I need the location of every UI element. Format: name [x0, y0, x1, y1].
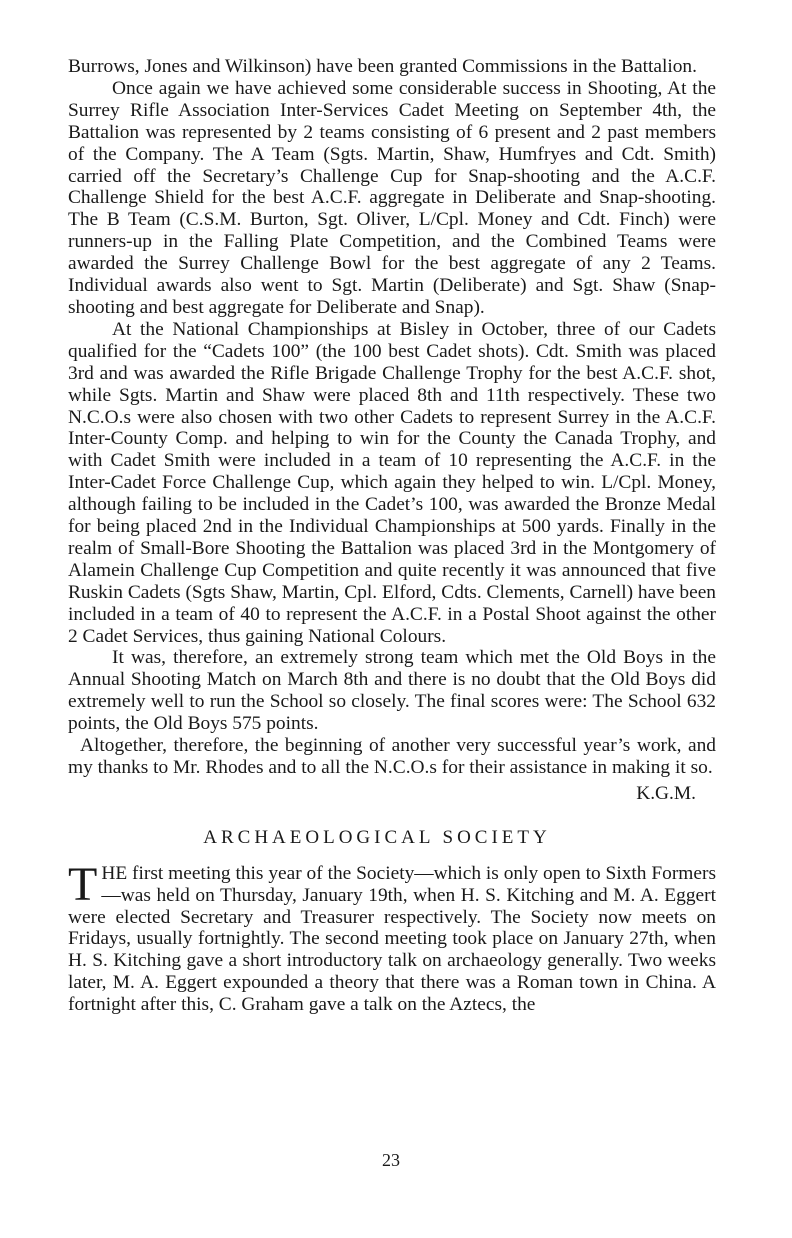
page-content	[68, 56, 716, 1016]
paragraph-old-boys-match: It was, therefore, an extremely strong team which met the Old Boys in the Annual Shooting Match on March 8th and there is no doubt that the Old Boys did extremely well to run the School so closely. The final scores were: The School 632 points, the Old Boys 575 points.	[68, 647, 716, 735]
paragraph-commissions: Burrows, Jones and Wilkinson) have been granted Commissions in the Battalion.	[68, 56, 697, 77]
section-title: ARCHAEOLOGICAL SOCIETY	[203, 826, 551, 848]
section-body-text: HE first meeting this year of the Society—which is only open to Sixth Formers—was held on Thursday, January 19th, when H. S. Kitching and M. A. Eggert were elected Secretary and Treasurer respectively. The Society now meets on Fridays, usually fortnightly. The second meeting took place on January 27th, when H. S. Kitching gave a short introductory talk on archaeology generally. Two weeks later, M. A. Eggert expounded a theory that there was a Roman town in China. A fortnight after this, C. Graham gave a talk on the Aztecs, the	[68, 862, 716, 1016]
archaeological-society-paragraph	[68, 857, 716, 1016]
signature: K.G.M.	[636, 782, 696, 804]
page-number: 23	[382, 1150, 400, 1170]
paragraph-closing: Altogether, therefore, the beginning of another very successful year’s work, and my thanks to Mr. Rhodes and to all the N.C.O.s for their assistance in making it so.	[68, 735, 716, 778]
paragraph-surrey-meeting: Once again we have achieved some considerable success in Shooting, At the Surrey Rifle Association Inter-Services Cadet Meeting on September 4th, the Battalion was represented by 2 teams consisting of 6 present and 2 past members of the Company. The A Team (Sgts. Martin, Shaw, Humfryes and Cdt. Smith) carried off the Secretary’s Challenge Cup for Snap-shooting and the A.C.F. Challenge Shield for the best A.C.F. aggregate in Deliberate and Snap-shooting. The B Team (C.S.M. Burton, Sgt. Oliver, L/Cpl. Money and Cdt. Finch) were runners-up in the Falling Plate Competition, and the Combined Teams were awarded the Surrey Challenge Bowl for the best aggregate of any 2 Teams. Individual awards also went to Sgt. Martin (Deliberate) and Sgt. Shaw (Snap-shooting and best aggregate for Deliberate and Snap).	[68, 77, 716, 318]
drop-cap: T	[68, 857, 98, 911]
paragraph-national-championships: At the National Championships at Bisley in October, three of our Cadets qualified for the “Cadets 100” (the 100 best Cadet shots). Cdt. Smith was placed 3rd and was awarded the Rifle Brigade Challenge Trophy for the best A.C.F. shot, while Sgts. Martin and Shaw were placed 8th and 11th respectively. These two N.C.O.s were also chosen with two other Cadets to represent Surrey in the A.C.F. Inter-County Comp. and helping to win for the County the Canada Trophy, and with Cadet Smith were included in a team of 10 representing the A.C.F. in the Inter-Cadet Force Challenge Cup, which again they helped to win. L/Cpl. Money, although failing to be included in the Cadet’s 100, was awarded the Bronze Medal for being placed 2nd in the Individual Championships at 500 yards. Finally in the realm of Small-Bore Shooting the Battalion was placed 3rd in the Montgomery of Alamein Challenge Cup Competition and quite recently it was announced that five Ruskin Cadets (Sgts Shaw, Martin, Cpl. Elford, Cdts. Clements, Carnell) have been included in a team of 40 to represent the A.C.F. in a Postal Shoot against the other 2 Cadet Services, thus gaining National Colours.	[68, 318, 716, 647]
